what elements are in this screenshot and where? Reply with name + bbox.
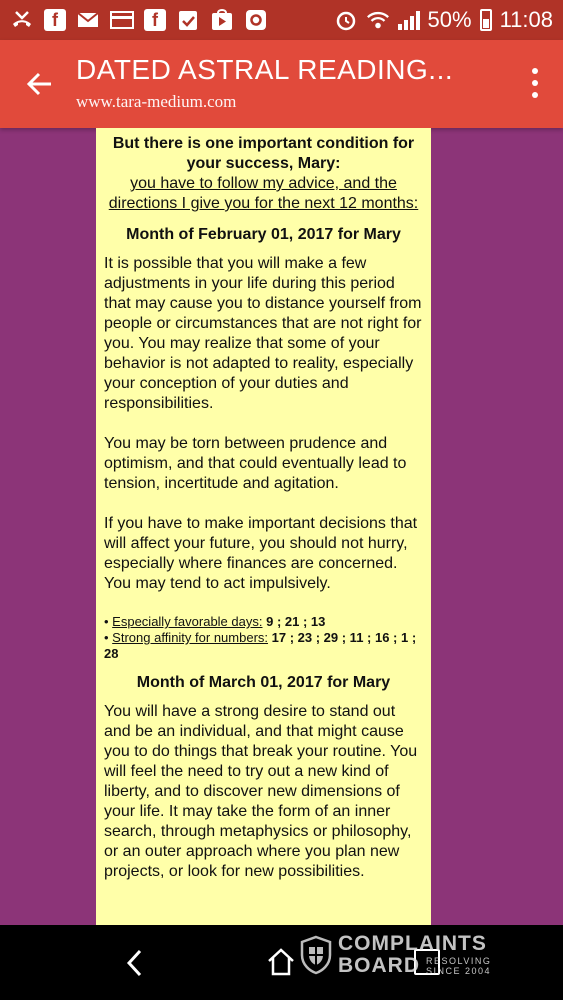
- battery-icon: [480, 9, 492, 31]
- watermark-line2: BOARD: [338, 954, 420, 977]
- facebook-icon: f: [44, 9, 66, 31]
- card-icon: [110, 8, 134, 32]
- navigation-bar: [0, 925, 563, 1000]
- page-title: DATED ASTRAL READING...: [76, 54, 454, 85]
- facebook-icon: f: [144, 9, 166, 31]
- more-vert-icon[interactable]: [527, 68, 543, 98]
- nav-back-icon[interactable]: [120, 945, 150, 981]
- shield-icon: [300, 935, 332, 975]
- paragraph: You may be torn between prudence and optimism, and that could eventually lead to tension, incertitude and agitation.: [104, 435, 407, 492]
- favorable-days-label: Especially favorable days:: [112, 614, 263, 629]
- intro-condition: But there is one important condition for your success, Mary:: [112, 135, 415, 172]
- watermark-logo: [300, 933, 491, 977]
- intro-advice-link[interactable]: you have to follow my advice, and the directions I give you for the next 12 months:: [108, 175, 419, 212]
- favorable-days: • Especially favorable days: 9 ; 21 ; 13: [104, 614, 326, 629]
- watermark-tag1: RESOLVING: [426, 956, 492, 966]
- reading-content: [96, 128, 431, 925]
- email-icon: [76, 8, 100, 32]
- paragraph: You will have a strong desire to stand out and be an individual, and that might cause you to do things that break your routine. You will feel the need to try out a new kind of liberty, and to discover new dimensions of your life. It may take the form of an inner search, through metaphysics or philosophy, or an outer approach where you plan new projects, or look for new possibilities.: [104, 703, 418, 880]
- month-title-march: Month of March 01, 2017 for Mary: [136, 674, 391, 691]
- clipboard-icon: [176, 8, 200, 32]
- paragraph: If you have to make important decisions that will affect your future, you should not hurry, especially where finances are concerned. You may tend to act impulsively.: [104, 515, 418, 592]
- home-icon[interactable]: [266, 947, 296, 977]
- battery-percentage: 50%: [427, 7, 472, 32]
- page-url: www.tara-medium.com: [76, 92, 237, 111]
- month-title-february: Month of February 01, 2017 for Mary: [126, 226, 401, 243]
- play-store-icon: [210, 8, 234, 32]
- clock: 11:08: [499, 7, 553, 32]
- paragraph: It is possible that you will make a few adjustments in your life during this period that may cause you to distance yourself from people or circumstances that are not right for you. You may realize that some of your behavior is not adapted to reality, especially your conception of your duties and responsibilities.: [104, 255, 422, 412]
- notification-icons: [10, 8, 268, 32]
- signal-icon: [398, 10, 420, 30]
- wifi-icon: [366, 8, 390, 32]
- status-bar: [0, 0, 563, 40]
- system-status: [334, 7, 553, 33]
- watermark-line1: COMPLAINTS: [338, 932, 487, 955]
- affinity-numbers: • Strong affinity for numbers: 17 ; 23 ; 29 ; 11 ; 16 ; 1 ; 28: [104, 630, 417, 661]
- alarm-icon: [334, 8, 358, 32]
- app-bar: [0, 40, 563, 128]
- affinity-numbers-label: Strong affinity for numbers:: [112, 630, 269, 645]
- affinity-numbers-value: 17 ; 23 ; 29 ; 11 ; 16 ; 1 ; 28: [104, 630, 417, 661]
- instagram-icon: [244, 8, 268, 32]
- favorable-days-value: 9 ; 21 ; 13: [266, 614, 326, 629]
- watermark-tag2: SINCE 2004: [426, 966, 492, 976]
- arrow-back-icon[interactable]: [20, 64, 60, 104]
- missed-call-icon: [10, 8, 34, 32]
